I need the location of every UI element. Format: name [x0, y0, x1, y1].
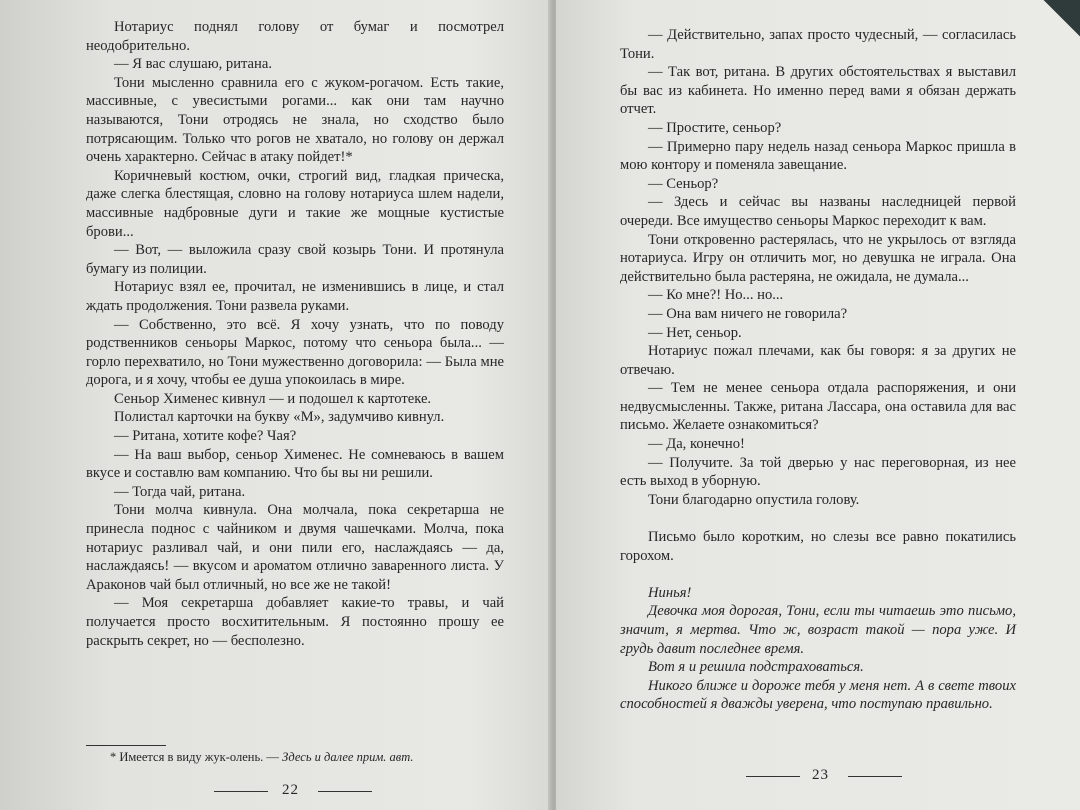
paragraph: — Собственно, это всё. Я хочу узнать, что по поводу родственников сеньоры Маркос, потому что сеньора была... — горло перехватило, но Тони мужественно договорила: — Была мне дорога, и я хочу, чтобы ее душа упокоилась в мире.: [86, 316, 504, 389]
footnote: [110, 749, 530, 765]
paragraph: — Простите, сеньор?: [648, 119, 782, 136]
footnote-rule: [86, 745, 166, 746]
paragraph: Вот я и решила подстраховаться.: [648, 659, 864, 676]
paragraph: — Действительно, запах просто чудесный, — согласилась Тони.: [620, 27, 1016, 62]
paragraph: — Нет, сеньор.: [648, 324, 742, 341]
paragraph: Тони молча кивнула. Она молчала, пока секретарша не принесла поднос с чайником и двумя чашечками. Молча, пока нотариус разливал чай, и они пили его, наслаждаясь — да, наслаждаясь! — вкусом и ароматом отлично заваренного листа. У Араконов чай был отличный, но все же не такой!: [86, 502, 504, 593]
paragraph: — Моя секретарша добавляет какие-то травы, и чай получается просто восхитительным. Я постоянно прошу ее раскрыть секрет, но — бесполезно.: [86, 595, 504, 649]
page-number-rule-right: [848, 776, 902, 777]
paragraph: — Ко мне?! Но... но...: [648, 287, 784, 304]
footnote-italic-text: Здесь и далее прим. авт.: [282, 750, 414, 764]
paragraph: Нинья!: [648, 584, 692, 601]
footnote-text: * Имеется в виду жук-олень. —: [110, 750, 283, 764]
paragraph: Сеньор Хименес кивнул — и подошел к картотеке.: [114, 390, 432, 407]
paragraph: Тони благодарно опустила голову.: [648, 491, 860, 508]
page-number-rule-left: [214, 791, 268, 792]
page-number-rule-left: [746, 776, 800, 777]
right-page: [556, 0, 1080, 810]
paragraph: Девочка моя дорогая, Тони, если ты читаешь это письмо, значит, я мертва. Что ж, возраст такой — пора уже. И грудь давит последнее время.: [620, 603, 1016, 657]
page-number-right: 23: [812, 767, 829, 783]
paragraph: Тони откровенно растерялась, что не укрылось от взгляда нотариуса. Игру он отличить мог, но девушка не играла. Она действительно была растеряна, не ожидала, не думала...: [620, 231, 1016, 285]
paragraph: — Вот, — выложила сразу свой козырь Тони. И протянула бумагу из полиции.: [86, 242, 504, 277]
right-page-text: [620, 26, 1016, 714]
paragraph: — Здесь и сейчас вы названы наследницей первой очереди. Все имущество сеньоры Маркос переходит к вам.: [620, 194, 1016, 229]
background-corner: [1040, 0, 1080, 40]
paragraph: Письмо было коротким, но слезы все равно покатились горохом.: [620, 529, 1016, 564]
paragraph: Тони мысленно сравнила его с жуком-рогачом. Есть такие, массивные, с увесистыми рогами... как они там научно называются, Тони отродясь не знала, но сходство было потрясающим. Только что рогов не хватало, но голову он держал очень характерно. Сейчас в атаку пойдет!*: [86, 74, 504, 166]
paragraph: Нотариус взял ее, прочитал, не изменившись в лице, и стал ждать продолжения. Тони развела руками.: [86, 279, 504, 314]
page-number-left: 22: [282, 782, 299, 798]
paragraph: — Тогда чай, ритана.: [114, 483, 246, 500]
paragraph: — Да, конечно!: [648, 436, 745, 453]
paragraph: Коричневый костюм, очки, строгий вид, гладкая прическа, даже слегка блестящая, словно на голову нотариуса шлем надели, массивные надбровные дуги и такие же мощные кустистые брови...: [86, 167, 504, 240]
paragraph: Нотариус пожал плечами, как бы говоря: я за других не отвечаю.: [620, 343, 1016, 378]
paragraph: — Получите. За той дверью у нас переговорная, из нее есть выход в уборную.: [620, 454, 1016, 490]
paragraph: — Ритана, хотите кофе? Чая?: [114, 428, 297, 445]
paragraph: — Сеньор?: [648, 175, 719, 192]
paragraph: — На ваш выбор, сеньор Хименес. Не сомневаюсь в вашем вкусе и составлю вам компанию. Что бы вы ни решили.: [86, 446, 504, 482]
paragraph: — Так вот, ритана. В других обстоятельствах я выставил бы вас из кабинета. Но именно перед вами я обязан держать отчет.: [620, 64, 1016, 118]
page-number-rule-right: [318, 791, 372, 792]
paragraph: — Примерно пару недель назад сеньора Маркос пришла в мою контору и поменяла завещание.: [620, 138, 1016, 174]
paragraph: Нотариус поднял голову от бумаг и посмотрел неодобрительно.: [86, 19, 504, 54]
paragraph: — Я вас слушаю, ритана.: [114, 56, 272, 73]
paragraph: Полистал карточки на букву «М», задумчиво кивнул.: [114, 409, 445, 426]
left-page-text: [86, 18, 504, 650]
paragraph: Никого ближе и дороже тебя у меня нет. А в свете твоих способностей я дважды уверена, что поступаю правильно.: [620, 677, 1016, 713]
paragraph: — Тем не менее сеньора отдала распоряжения, и они недвусмысленны. Также, ритана Лассара, она оставила для вас письмо. Желаете ознакомиться?: [620, 380, 1016, 434]
paragraph: — Она вам ничего не говорила?: [648, 305, 848, 322]
